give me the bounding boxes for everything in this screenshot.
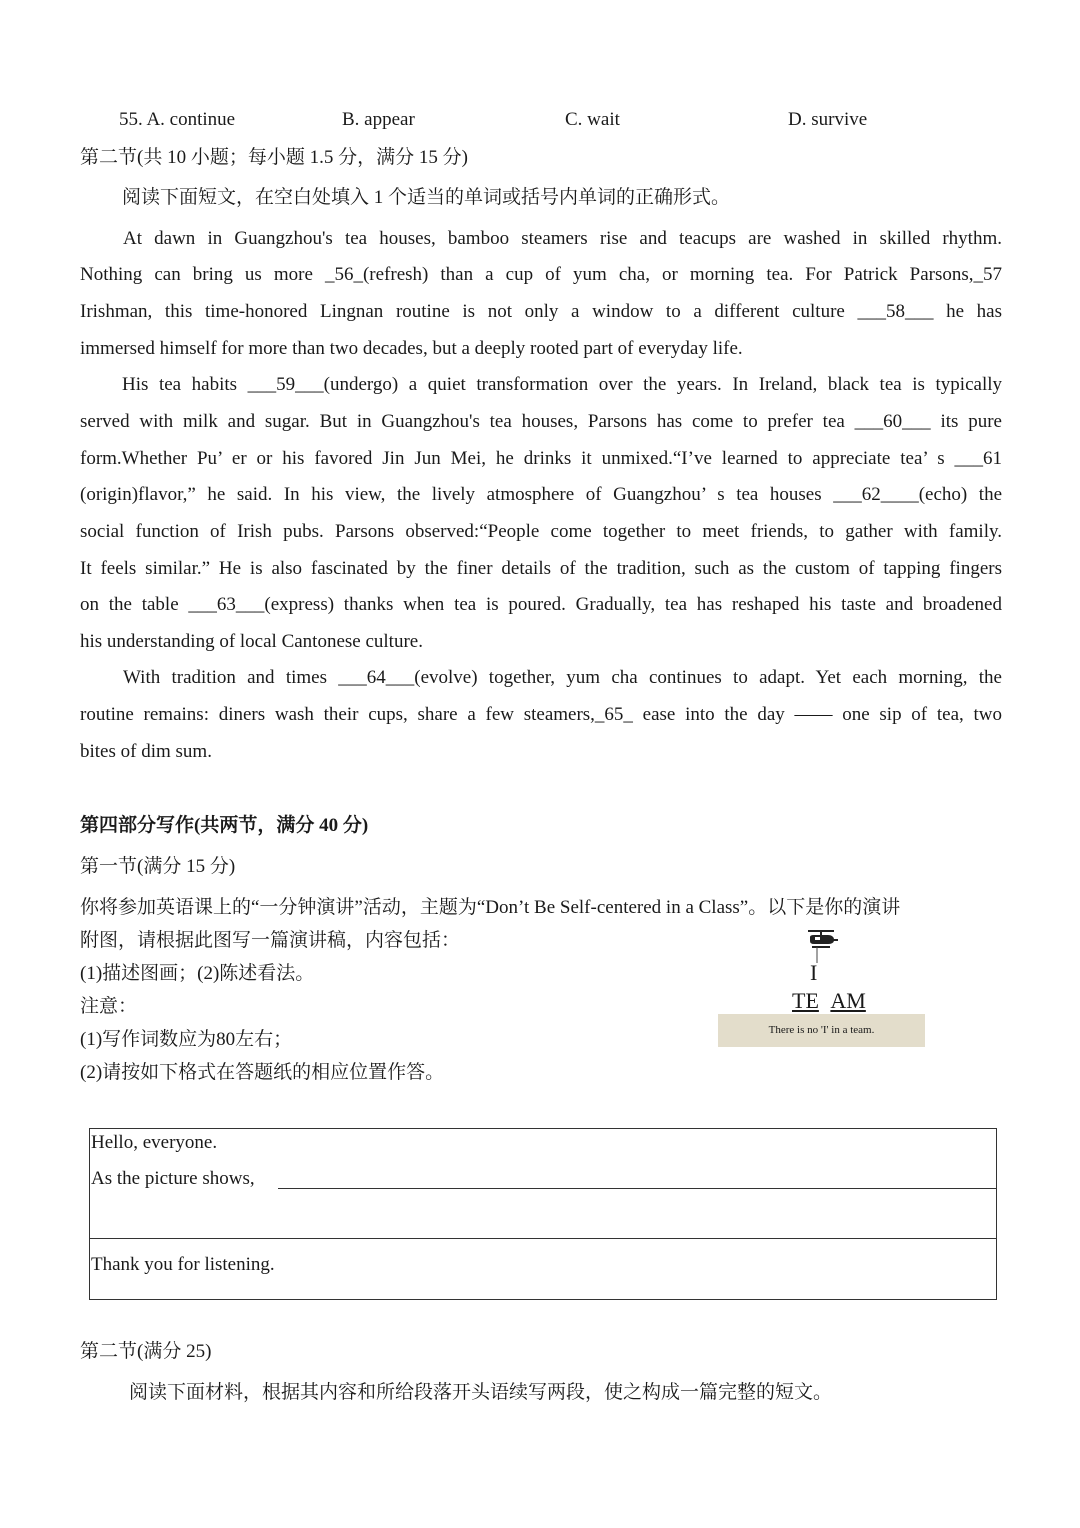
- passage-line: (origin)flavor,” he said. In his view, the lively atmosphere of Guangzhou’ s tea houses ___62____(echo) the: [80, 484, 1002, 505]
- answer-format-box: [89, 1128, 997, 1300]
- note-label: 注意：: [80, 996, 138, 1017]
- figure-team-right: AM: [830, 988, 866, 1013]
- passage-line: With tradition and times ___64___(evolve) together, yum cha continues to adapt. Yet each morning, the: [123, 667, 1002, 688]
- task-line-1: 你将参加英语课上的“一分钟演讲”活动，主题为“Don’t Be Self-centered in a Class”。以下是你的演讲: [80, 897, 901, 918]
- passage-line: social function of Irish pubs. Parsons observed:“People come together to meet friends, to gather with family.: [80, 521, 1002, 542]
- note-2: (2)请按如下格式在答题纸的相应位置作答。: [80, 1062, 445, 1083]
- answer-divider: [90, 1238, 996, 1239]
- passage-line: His tea habits ___59___(undergo) a quiet transformation over the years. In Ireland, black tea is typically: [122, 374, 1002, 395]
- part4-section2-instruction: 阅读下面材料，根据其内容和所给段落开头语续写两段，使之构成一篇完整的短文。: [129, 1382, 833, 1403]
- part4-section2-heading: 第二节(满分 25): [80, 1341, 212, 1362]
- q55-option-c: C. wait: [565, 109, 620, 130]
- helicopter-icon: [806, 929, 838, 949]
- passage-line: routine remains: diners wash their cups, share a few steamers,_65_ ease into the day —— one sip of tea, two: [80, 704, 1002, 725]
- figure-caption: There is no 'I' in a team.: [718, 1014, 925, 1047]
- passage-line: his understanding of local Cantonese culture.: [80, 631, 423, 652]
- passage-line: Irishman, this time-honored Lingnan routine is not only a window to a different culture ___58___ he has: [80, 301, 1002, 322]
- section2-instruction: 阅读下面短文，在空白处填入 1 个适当的单词或括号内单词的正确形式。: [122, 187, 731, 208]
- answer-write-line: [278, 1188, 996, 1189]
- passage-line: served with milk and sugar. But in Guangzhou's tea houses, Parsons has come to prefer tea ___60___ its pure: [80, 411, 1002, 432]
- passage-line: Nothing can bring us more _56_(refresh) than a cup of yum cha, or morning tea. For Patrick Parsons,_57: [80, 264, 1002, 285]
- task-line-2: 附图，请根据此图写一篇演讲稿，内容包括：: [80, 930, 461, 951]
- part4-heading: 第四部分写作(共两节，满分 40 分): [80, 815, 369, 836]
- q55-option-b: B. appear: [342, 109, 415, 130]
- note-1: (1)写作词数应为80左右；: [80, 1029, 293, 1050]
- part4-section1-heading: 第一节(满分 15 分): [80, 856, 236, 877]
- q55-option-d: D. survive: [788, 109, 868, 130]
- passage-line: immersed himself for more than two decades, but a deeply rooted part of everyday life.: [80, 338, 743, 359]
- q55-option-a: 55. A. continue: [119, 109, 236, 130]
- passage-line: on the table ___63___(express) thanks when tea is poured. Gradually, tea has reshaped his taste and broadened: [80, 594, 1002, 615]
- answer-opening: As the picture shows,: [91, 1168, 255, 1189]
- answer-greeting: Hello, everyone.: [91, 1132, 218, 1153]
- passage-line: bites of dim sum.: [80, 741, 212, 762]
- passage-line: form.Whether Pu’ er or his favored Jin Jun Mei, he drinks it unmixed.“I’ve learned to appreciate tea’ s ___61: [80, 448, 1002, 469]
- section2-heading: 第二节(共 10 小题；每小题 1.5 分，满分 15 分): [80, 147, 468, 168]
- answer-closing: Thank you for listening.: [91, 1254, 275, 1275]
- figure-letter-i: I: [810, 960, 818, 985]
- figure-team-left: TE: [792, 988, 819, 1013]
- figure-team-word: [792, 988, 866, 1014]
- passage-line: At dawn in Guangzhou's tea houses, bamboo steamers rise and teacups are washed in skilled rhythm.: [123, 228, 1002, 249]
- passage-line: It feels similar.” He is also fascinated by the finer details of the tradition, such as the custom of tapping fingers: [80, 558, 1002, 579]
- task-line-3: (1)描述图画；(2)陈述看法。: [80, 963, 315, 984]
